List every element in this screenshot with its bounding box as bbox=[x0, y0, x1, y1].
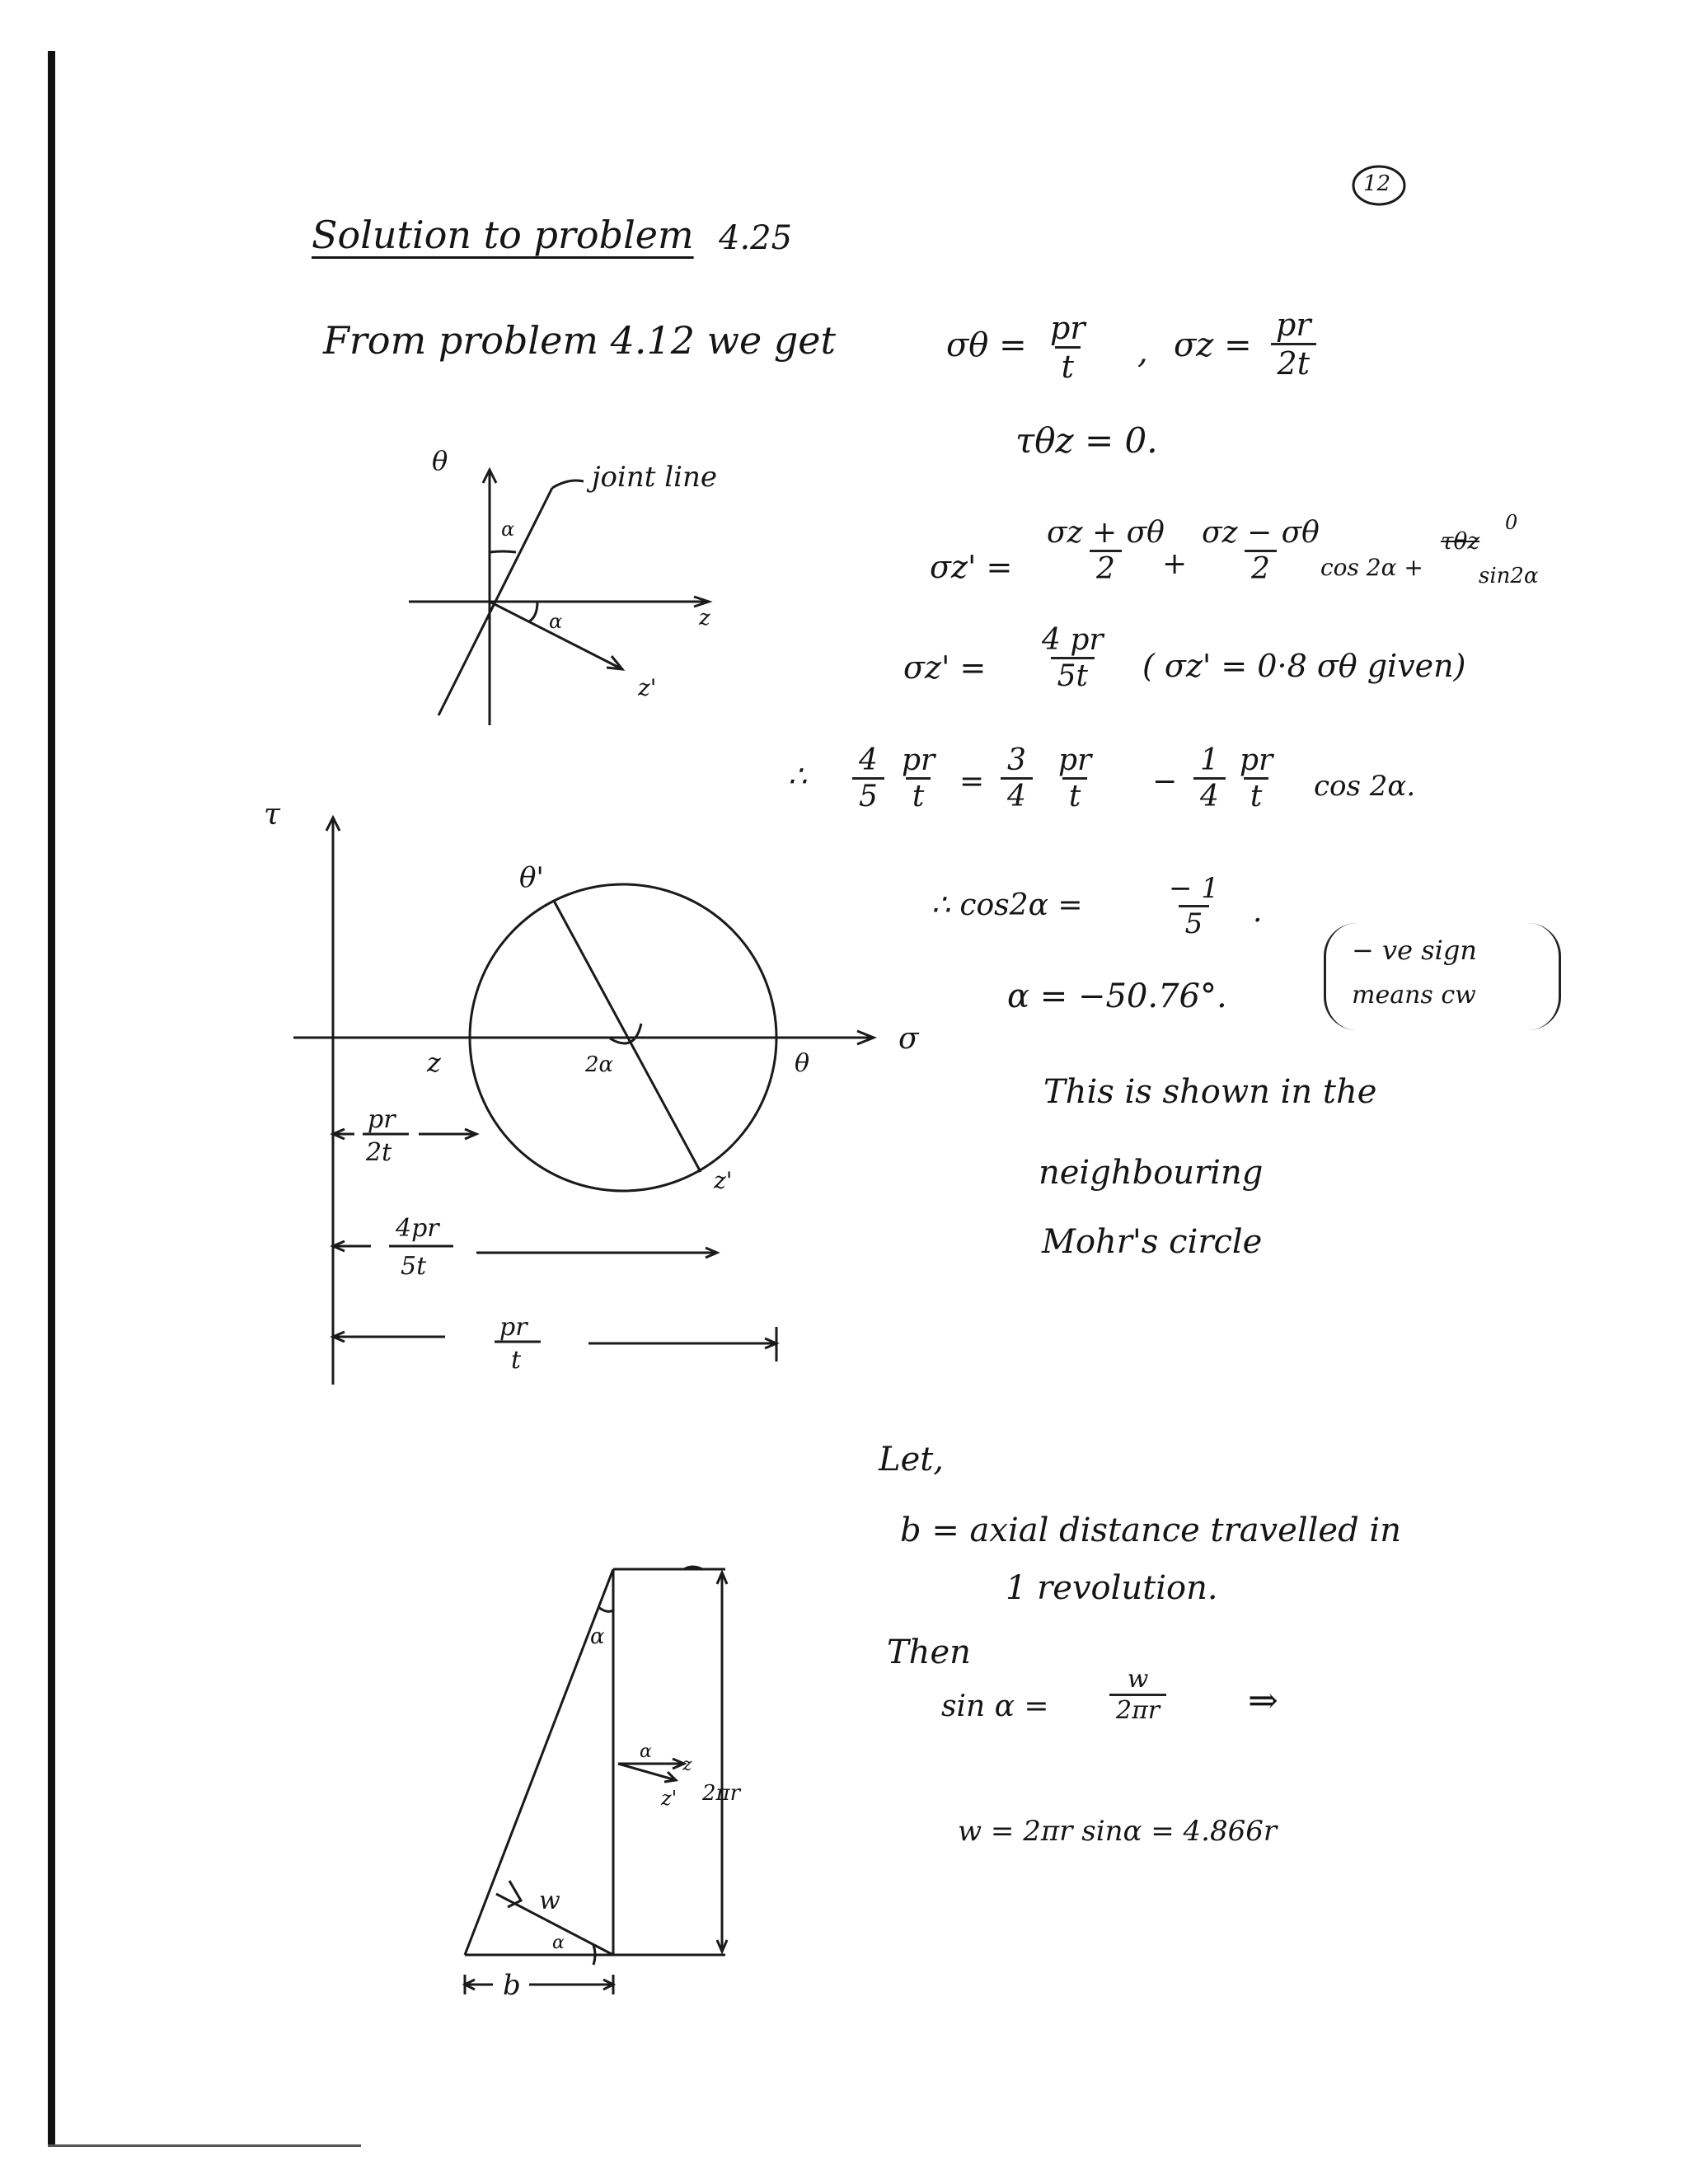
sign-note-line2: means cw bbox=[1352, 981, 1476, 1010]
eq3-therefore: ∴ bbox=[788, 760, 807, 794]
tau-theta-z: τθz = 0. bbox=[1015, 420, 1158, 461]
sigma-axis-label: σ bbox=[898, 1022, 919, 1056]
joint-line-figure bbox=[396, 445, 824, 742]
then-label: Then bbox=[887, 1633, 971, 1671]
eq3-frac-e bbox=[1193, 743, 1226, 813]
eq1-f2-num: σz − σθ bbox=[1202, 516, 1320, 550]
sin-alpha-den: 2πr bbox=[1109, 1694, 1166, 1725]
z-prime-arrow bbox=[618, 1764, 676, 1780]
eq1-tau-term: τθz bbox=[1441, 527, 1480, 555]
z-axis-label: z bbox=[699, 606, 710, 630]
eq3-frac-c bbox=[1001, 743, 1033, 813]
let-label: Let, bbox=[879, 1441, 945, 1479]
eq2-fraction bbox=[1035, 623, 1110, 693]
sigma-z-label: σz = bbox=[1174, 326, 1252, 364]
alpha-bottom-label: α bbox=[552, 1933, 565, 1953]
sigma-theta-label: σθ = bbox=[946, 326, 1027, 364]
eq2-lhs: σz' = bbox=[903, 649, 987, 686]
eq3-f-num: pr bbox=[1240, 743, 1273, 777]
sign-note-line1: − ve sign bbox=[1352, 935, 1477, 966]
dim3-num: pr bbox=[499, 1313, 528, 1342]
page-number: 12 bbox=[1363, 171, 1391, 196]
eq2-num: 4 pr bbox=[1042, 623, 1104, 657]
z-prime-point-label: z' bbox=[714, 1167, 733, 1194]
theta-point-label: θ bbox=[795, 1049, 810, 1078]
w-result: w = 2πr sinα = 4.866r bbox=[958, 1815, 1278, 1848]
eq3-f-den: t bbox=[1244, 777, 1268, 813]
eq3-b-den: t bbox=[906, 777, 931, 813]
eq1-plus: + bbox=[1162, 547, 1188, 581]
shown-line1: This is shown in the bbox=[1043, 1073, 1377, 1111]
eq3-frac-d bbox=[1052, 743, 1098, 813]
eq1-sin-term: sin2α bbox=[1479, 564, 1539, 588]
sigma-z-den: 2t bbox=[1271, 343, 1316, 382]
alpha-mid-label: α bbox=[640, 1741, 652, 1762]
eq3-equals: = bbox=[959, 765, 985, 799]
z-prime-label: z' bbox=[638, 674, 657, 701]
eq3-e-den: 4 bbox=[1193, 777, 1226, 813]
eq4-fraction bbox=[1162, 872, 1226, 940]
eq3-frac-f bbox=[1233, 743, 1279, 813]
z-label: z bbox=[682, 1755, 692, 1775]
sin-alpha-lhs: sin α = bbox=[941, 1690, 1049, 1723]
dim2-num: 4pr bbox=[396, 1214, 439, 1243]
sigma-theta-num: pr bbox=[1050, 310, 1085, 346]
tau-axis-label: τ bbox=[264, 798, 280, 832]
dim1-num: pr bbox=[368, 1105, 396, 1134]
eq1-zero-mark: 0 bbox=[1505, 511, 1518, 534]
mohrs-circle-figure bbox=[247, 791, 956, 1385]
eq1-fraction-1 bbox=[1040, 516, 1171, 586]
eq4-num: − 1 bbox=[1169, 872, 1219, 905]
alpha-top-arc bbox=[598, 1607, 613, 1611]
eq1-fraction-2 bbox=[1195, 516, 1326, 586]
eq3-b-num: pr bbox=[902, 743, 935, 777]
eq1-f2-den: 2 bbox=[1245, 550, 1277, 586]
eq2-den: 5t bbox=[1051, 657, 1095, 693]
alpha-top-label: α bbox=[590, 1624, 605, 1649]
eq3-a-num: 4 bbox=[859, 743, 878, 777]
w-label: w bbox=[539, 1886, 560, 1915]
eq3-a-den: 5 bbox=[852, 777, 884, 813]
bottom-rule bbox=[48, 2144, 361, 2147]
b-label: b bbox=[503, 1969, 521, 2002]
sigma-z-num: pr bbox=[1276, 307, 1311, 343]
sigma-z-fraction bbox=[1269, 307, 1318, 382]
eq1-lhs: σz' = bbox=[930, 549, 1013, 585]
right-angle-mark bbox=[508, 1881, 521, 1907]
alpha-value: α = −50.76°. bbox=[1007, 977, 1227, 1015]
eq3-c-den: 4 bbox=[1001, 777, 1033, 813]
alpha-bottom-label: α bbox=[549, 610, 563, 633]
heading-problem: 4.25 bbox=[719, 219, 793, 257]
sin-alpha-num: w bbox=[1127, 1665, 1149, 1694]
dim3-den: t bbox=[511, 1346, 522, 1375]
left-margin-bar bbox=[48, 51, 55, 2144]
implies-arrow: ⇒ bbox=[1248, 1680, 1278, 1722]
alpha-bottom-arc bbox=[529, 602, 537, 621]
eq3-d-num: pr bbox=[1058, 743, 1092, 777]
dim2-den: 5t bbox=[401, 1252, 427, 1281]
eq3-minus: − bbox=[1152, 765, 1178, 799]
sin-alpha-fraction bbox=[1109, 1665, 1166, 1725]
eq1-f1-den: 2 bbox=[1090, 550, 1122, 586]
eq4-dot: . bbox=[1253, 895, 1263, 929]
eq4-den: 5 bbox=[1179, 905, 1210, 940]
eq3-e-num: 1 bbox=[1200, 743, 1219, 777]
eq3-c-num: 3 bbox=[1007, 743, 1026, 777]
triangle-figure bbox=[445, 1549, 824, 2011]
eq2-note: ( σz' = 0·8 σθ given) bbox=[1142, 648, 1466, 684]
sigma-theta-fraction bbox=[1043, 310, 1092, 385]
eq3-cos: cos 2α. bbox=[1314, 770, 1416, 803]
eq1-cos: cos 2α + bbox=[1320, 554, 1423, 581]
intro-text: From problem 4.12 we get bbox=[323, 318, 837, 363]
eq3-d-den: t bbox=[1062, 777, 1087, 813]
shown-line2: neighbouring bbox=[1039, 1154, 1264, 1192]
joint-line-label: joint line bbox=[592, 461, 718, 494]
b-definition: b = axial distance travelled in bbox=[900, 1511, 1401, 1549]
heading-prefix: Solution to problem bbox=[312, 213, 694, 257]
dim1-den: 2t bbox=[366, 1138, 392, 1167]
alpha-top-label: α bbox=[501, 518, 515, 541]
z-point-label: z bbox=[427, 1047, 441, 1078]
eq1-f1-num: σz + σθ bbox=[1047, 516, 1165, 550]
eq4-lhs: ∴ cos2α = bbox=[931, 888, 1083, 922]
two-pi-r-label: 2πr bbox=[702, 1781, 741, 1806]
shown-line3: Mohr's circle bbox=[1042, 1223, 1263, 1261]
intro-comma: , bbox=[1137, 333, 1148, 371]
z-prime-label: z' bbox=[661, 1787, 678, 1810]
two-alpha-label: 2α bbox=[585, 1052, 614, 1077]
theta-axis-label: θ bbox=[432, 445, 448, 476]
b-definition-2: 1 revolution. bbox=[1006, 1569, 1218, 1607]
theta-prime-label: θ' bbox=[519, 861, 544, 894]
alpha-top-arc bbox=[490, 551, 516, 552]
joint-line-leader bbox=[552, 480, 584, 488]
sigma-theta-den: t bbox=[1055, 346, 1081, 385]
